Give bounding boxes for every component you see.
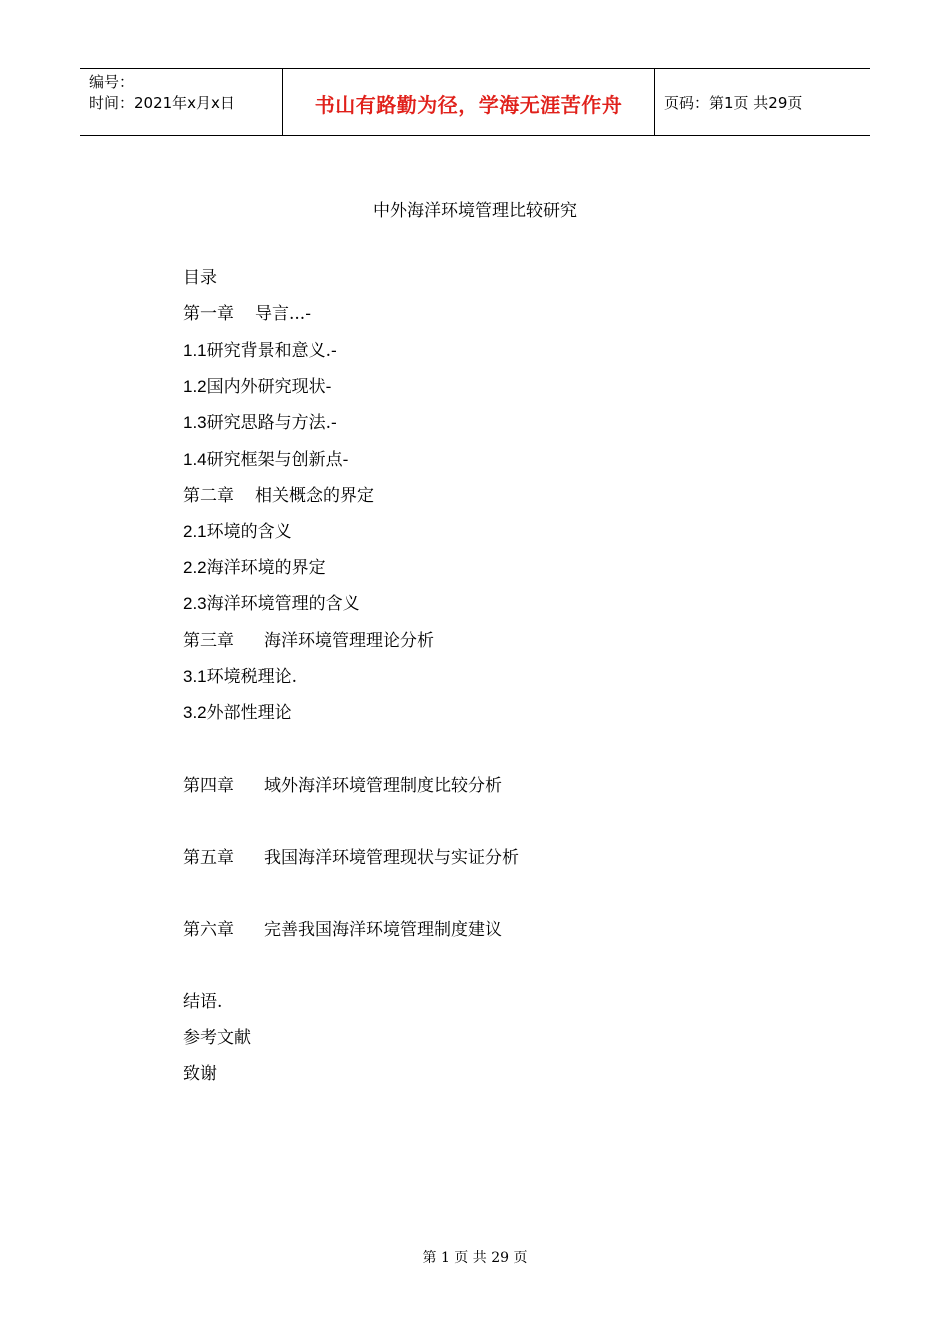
section-number: 2.3 (183, 594, 207, 613)
toc-section-3-1[interactable] (183, 665, 297, 689)
toc-chapter-1[interactable] (183, 302, 311, 326)
toc-section-1-2[interactable] (183, 375, 331, 399)
header-motto: 书山有路勤为径，学海无涯苦作舟 (314, 92, 623, 117)
toc-acknowledgements[interactable]: 致谢 (183, 1064, 217, 1084)
section-number: 3.1 (183, 667, 207, 686)
section-number: 1.4 (183, 450, 207, 469)
toc-heading: 目录 (183, 268, 217, 288)
toc-chapter-2[interactable] (183, 484, 374, 508)
toc-chapter-3[interactable] (183, 629, 434, 653)
toc-chapter-6[interactable] (183, 918, 502, 942)
toc-section-1-4[interactable] (183, 448, 348, 472)
toc-conclusion[interactable]: 结语. (183, 992, 223, 1012)
document-number-label: 编号： (89, 73, 135, 91)
page-header (80, 68, 870, 136)
section-number: 2.1 (183, 522, 207, 541)
chapter-label: 第三章 (183, 631, 234, 651)
section-number: 1.1 (183, 341, 207, 360)
toc-section-3-2[interactable] (183, 701, 292, 725)
section-title: 国内外研究现状- (206, 377, 332, 397)
section-title: 研究背景和意义.- (206, 341, 337, 361)
chapter-label: 第一章 (183, 304, 234, 324)
header-page-info-cell (655, 69, 870, 135)
header-page-info: 页码：第1页 共29页 (664, 93, 803, 112)
section-title: 环境税理论. (206, 667, 298, 687)
section-title: 研究框架与创新点- (206, 450, 349, 470)
header-motto-cell (282, 69, 655, 135)
document-time-label: 时间：2021年x月x日 (89, 94, 235, 112)
section-number: 1.2 (183, 377, 207, 396)
toc-section-2-3[interactable] (183, 592, 360, 616)
header-meta (80, 69, 282, 135)
toc-section-2-1[interactable] (183, 520, 292, 544)
chapter-label: 第六章 (183, 920, 234, 940)
chapter-title: 导言...- (255, 304, 311, 324)
toc-section-2-2[interactable] (183, 556, 326, 580)
section-number: 2.2 (183, 558, 207, 577)
section-title: 外部性理论 (206, 703, 292, 723)
section-number: 1.3 (183, 413, 207, 432)
chapter-title: 相关概念的界定 (255, 486, 374, 506)
chapter-title: 我国海洋环境管理现状与实证分析 (264, 848, 519, 868)
page-footer: 第 1 页 共 29 页 (422, 1250, 528, 1266)
toc-chapter-4[interactable] (183, 774, 502, 798)
toc-section-1-3[interactable] (183, 411, 337, 435)
toc-chapter-5[interactable] (183, 846, 519, 870)
chapter-label: 第四章 (183, 776, 234, 796)
chapter-label: 第五章 (183, 848, 234, 868)
section-number: 3.2 (183, 703, 207, 722)
section-title: 环境的含义 (206, 522, 292, 542)
toc-references[interactable]: 参考文献 (183, 1028, 251, 1048)
section-title: 海洋环境的界定 (206, 558, 326, 578)
document-title: 中外海洋环境管理比较研究 (373, 201, 577, 221)
chapter-title: 域外海洋环境管理制度比较分析 (264, 776, 502, 796)
section-title: 研究思路与方法.- (206, 413, 337, 433)
section-title: 海洋环境管理的含义 (206, 594, 360, 614)
chapter-title: 海洋环境管理理论分析 (264, 631, 434, 651)
toc-section-1-1[interactable] (183, 339, 337, 363)
chapter-label: 第二章 (183, 486, 234, 506)
chapter-title: 完善我国海洋环境管理制度建议 (264, 920, 502, 940)
